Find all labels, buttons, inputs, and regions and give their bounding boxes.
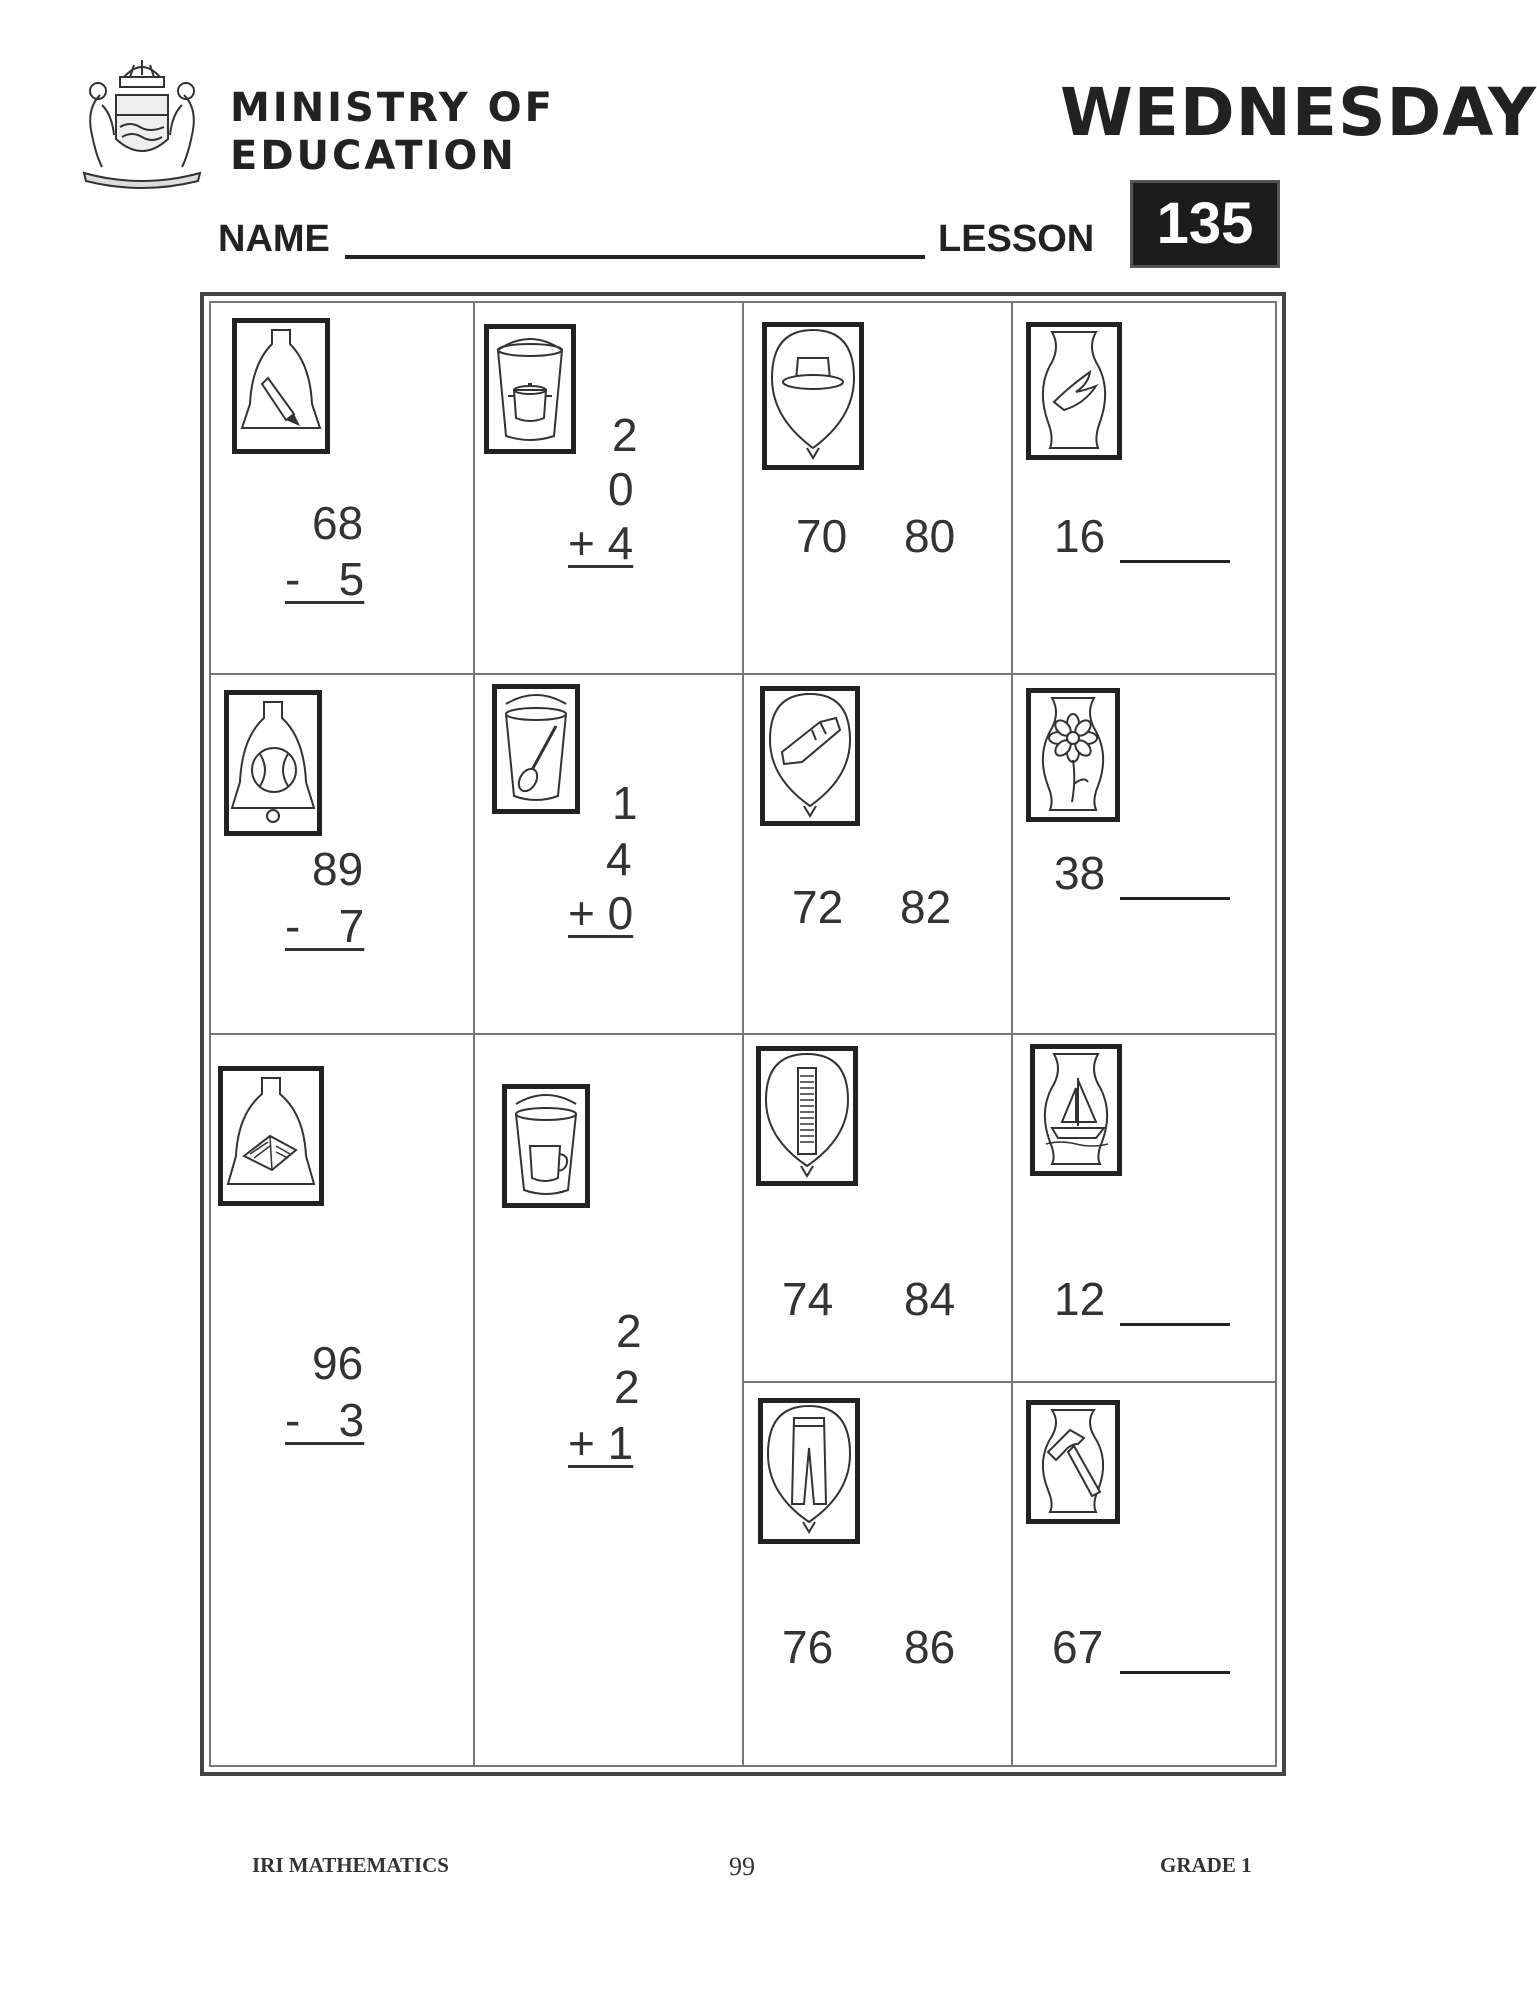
subtraction-top-number: 68 <box>312 497 364 549</box>
count-start-number: 67 <box>1052 1621 1104 1673</box>
number-pair-second: 80 <box>904 510 956 562</box>
ball-in-bell-icon <box>224 690 322 836</box>
number-pair-first: 72 <box>792 881 844 933</box>
pot-in-bucket-icon <box>484 324 576 454</box>
answer-blank[interactable] <box>1120 1631 1230 1674</box>
number-pair-first: 70 <box>796 510 848 562</box>
grid-divider <box>209 1033 1277 1035</box>
number-pair-second: 82 <box>900 881 952 933</box>
boat-in-vase-icon <box>1030 1044 1122 1176</box>
footer-subject: IRI MATHEMATICS <box>252 1853 449 1877</box>
book-in-bell-icon <box>218 1066 324 1206</box>
subtraction-top-number: 96 <box>312 1337 364 1389</box>
pencil-in-bell-icon <box>232 318 330 454</box>
hat-in-balloon-icon <box>762 322 864 470</box>
footer-grade: GRADE 1 <box>1160 1853 1252 1877</box>
day-title: WEDNESDAY <box>1060 74 1537 151</box>
addend-one: 1 <box>612 777 638 829</box>
addend-one: 2 <box>616 1305 642 1357</box>
bird-in-vase-icon <box>1026 322 1122 460</box>
addend-two: 2 <box>614 1361 640 1413</box>
subtraction-top-number: 89 <box>312 843 364 895</box>
name-label: NAME <box>218 218 330 260</box>
comb-in-balloon-icon <box>756 1046 858 1186</box>
addend-three: + 4 <box>568 517 634 569</box>
lesson-label: LESSON <box>938 218 1095 260</box>
name-field-line[interactable] <box>345 255 925 259</box>
ministry-title-line1: MINISTRY OF <box>230 85 555 131</box>
addend-two: 4 <box>606 833 632 885</box>
flower-in-vase-icon <box>1026 688 1120 822</box>
number-pair-first: 74 <box>782 1273 834 1325</box>
shoe-in-balloon-icon <box>760 686 860 826</box>
grid-divider <box>209 673 1277 675</box>
lesson-number-badge: 135 <box>1130 180 1280 268</box>
subtraction-bottom-number: - 5 <box>285 553 365 605</box>
addend-two: 0 <box>608 463 634 515</box>
cup-in-bucket-icon <box>502 1084 590 1208</box>
number-pair-second: 86 <box>904 1621 956 1673</box>
answer-blank[interactable] <box>1120 520 1230 563</box>
answer-blank[interactable] <box>1120 857 1230 900</box>
pants-in-balloon-icon <box>758 1398 860 1544</box>
grid-divider <box>742 1381 1277 1383</box>
page-number: 99 <box>729 1852 755 1881</box>
answer-blank[interactable] <box>1120 1283 1230 1326</box>
hammer-in-vase-icon <box>1026 1400 1120 1524</box>
addend-one: 2 <box>612 409 638 461</box>
number-pair-first: 76 <box>782 1621 834 1673</box>
count-start-number: 16 <box>1054 510 1106 562</box>
spoon-in-bucket-icon <box>492 684 580 814</box>
subtraction-bottom-number: - 3 <box>285 1394 365 1446</box>
ministry-title-line2: EDUCATION <box>230 133 517 179</box>
subtraction-bottom-number: - 7 <box>285 900 365 952</box>
number-pair-second: 84 <box>904 1273 956 1325</box>
count-start-number: 38 <box>1054 847 1106 899</box>
count-start-number: 12 <box>1054 1273 1106 1325</box>
addend-three: + 0 <box>568 887 634 939</box>
addend-three: + 1 <box>568 1417 634 1469</box>
ministry-crest-logo <box>72 55 212 195</box>
